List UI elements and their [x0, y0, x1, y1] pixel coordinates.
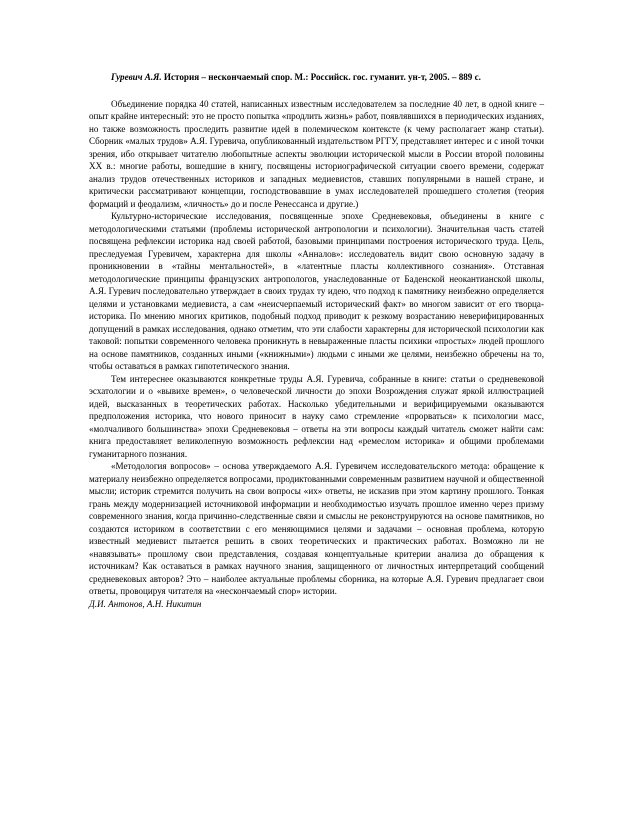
paragraph-2: Культурно-исторические исследования, посвященные эпохе Средневековья, объединены в книге с методологическими статьями (проблемы исторической антропологии и психологии). Значительная часть статей посвящена рефлексии историка над своей работой, базовыми принципами построения исторического труда. Цель, преследуемая Гуревичем, характерна для школы «Анналов»: исследователь видит свою основную задачу в проникновении в «тайны ментальностей», в «латентные пласты коллективного сознания». Отставная методологические принципы французских антропологов, унаследованные от Баденской неокантианской школы, А.Я. Гуревич последовательно утверждает в своих трудах ту идею, что подход к памятнику неизбежно определяется целями и установками медиевиста, а сам «неисчерпаемый исторический факт» во многом зависит от его творца-историка. По мнению многих критиков, подобный подход приводит к резкому возрастанию неверифицированных допущений в рамках исследования, однако отметим, что эти слабости характерны для исторической психологии как таковой: попытки современного человека проникнуть в невыраженные пласты психики «простых» людей прошлого на основе памятников, созданных иными («книжными») людьми с иными же целями, неизбежно обречены на то, чтобы оставаться в рамках гипотетического знания. [89, 211, 544, 371]
review-signature: Д.И. Антонов, А.Н. Никитин [89, 598, 202, 609]
paragraph-1: Объединение порядка 40 статей, написанных известным исследователем за последние 40 лет, в одной книге – опыт крайне интересный: это не просто попытка «продлить жизнь» работ, появлявшихся в периодических изданиях, но также возможность проследить развитие идей в полемическом контексте (к чему располагает жанр статьи). Сборник «малых трудов» А.Я. Гуревича, опубликованный издательством РГГУ, представляет интерес и с иной точки зрения, ибо открывает читателю любопытные аспекты эволюции исторической мысли в России второй половины XX в.: многие работы, вошедшие в книгу, посвящены историографической ситуации своего времени, содержат анализ трудов отечественных историков и западных медиевистов, ставших популярными в нашей стране, и критически рассматривают концепции, господствовавшие в умах исследователей прошедшего столетия (теория формаций и феодализм, «личность» до и после Ренессанса и другие.) [89, 98, 544, 209]
review-title [89, 71, 544, 84]
paragraph-4: «Методология вопросов» – основа утверждаемого А.Я. Гуревичем исследовательского метода: обращение к материалу неизбежно определяется вопросами, продиктованными современным развитием научной и общественной мысли; историк стремится получить на свои вопросы «их» ответы, не исказив при этом картину прошлого. Тонкая грань между модернизацией источниковой информации и необходимостью изучать прошлое именно через призму современного знания, когда причинно-следственные связи и смыслы не реконструируются на основе памятников, но создаются историком в соответствии с его меняющимися целями и задачами – основная проблема, которую известный медиевист пытается решить в своих теоретических и практических работах. Возможно ли не «навязывать» прошлому свои представления, создавая концептуальные критерии анализа до обращения к источникам? Как оставаться в рамках научного знания, защищенного от личностных интерпретаций сообщений средневековых авторов? Это – наиболее актуальные проблемы сборника, на которые А.Я. Гуревич предлагает свои ответы, провоцируя читателя на «нескончаемый спор» истории. [89, 461, 544, 596]
book-author: Гуревич А.Я. [111, 72, 162, 82]
review-text [89, 71, 544, 610]
book-citation: История – нескончаемый спор. М.: Российск. гос. гуманит. ун-т, 2005. – 889 с. [161, 72, 481, 82]
paragraph-3: Тем интереснее оказываются конкретные труды А.Я. Гуревича, собранные в книге: статьи о средневековой эсхатологии и о «вывихе времен», о человеческой личности до эпохи Возрождения служат яркой иллюстрацией идей, высказанных в теоретических работах. Насколько убедительными и верифицируемыми оказываются предположения историка, что нового приносит в науку само стремление «прорваться» к психологии масс, «молчаливого большинства» эпохи Средневековья – ответы на эти вопросы каждый читатель сможет найти сам: книга предоставляет великолепную возможность рефлексии над «ремеслом историка» и общими проблемами гуманитарного познания. [89, 373, 544, 459]
